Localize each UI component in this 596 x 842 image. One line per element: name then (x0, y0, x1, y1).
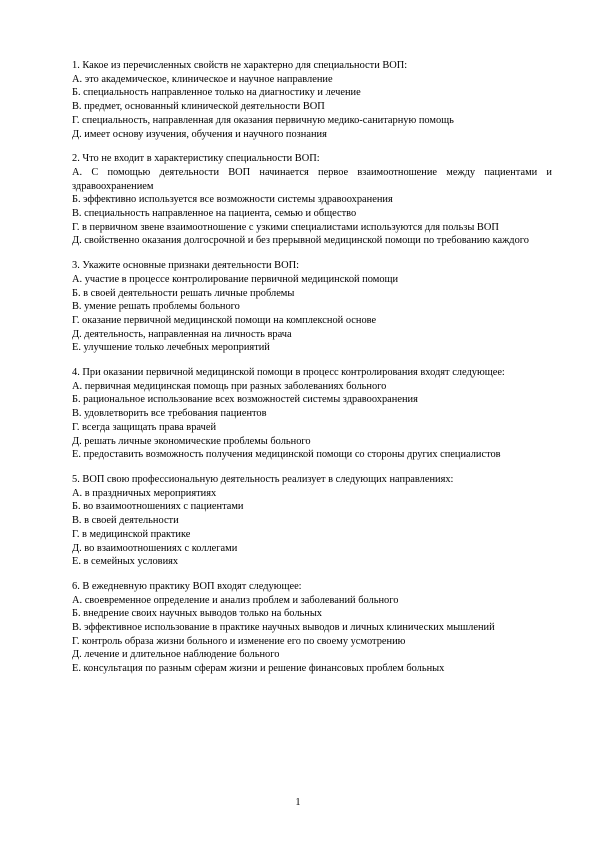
question-3-option-a: А. участие в процессе контролирование первичной медицинской помощи (72, 273, 399, 285)
question-3-option-e: Д. деятельность, направленная на личность врача (72, 328, 292, 340)
question-5-option-a: А. в праздничных мероприятиях (72, 487, 217, 499)
question-4-option-e: Д. решать личные экономические проблемы больного (72, 435, 311, 447)
question-4-text: 4. При оказании первичной медицинской помощи в процесс контролирования входят следующее: (72, 367, 505, 379)
question-6-option-b: Б. внедрение своих научных выводов только на больных (72, 608, 323, 620)
question-2-text: 2. Что не входит в характеристику специальности ВОП: (72, 153, 320, 165)
question-5-option-f: Е. в семейных условиях (72, 556, 179, 568)
question-6 (72, 580, 552, 676)
question-6-option-f: Е. консультация по разным сферам жизни и решение финансовых проблем больных (72, 663, 445, 675)
question-3-option-c: В. умение решать проблемы больного (72, 301, 240, 313)
question-6-text: 6. В ежедневную практику ВОП входят следующее: (72, 580, 302, 592)
question-3-option-d: Г. оказание первичной медицинской помощи на комплексной основе (72, 314, 377, 326)
question-2-option-c: В. специальность направленное на пациента, семью и общество (72, 208, 357, 220)
question-1-option-b: Б. специальность направленное только на диагностику и лечение (72, 87, 361, 99)
question-4-option-c: В. удовлетворить все требования пациентов (72, 408, 267, 420)
question-5 (72, 473, 552, 569)
question-1-option-c: В. предмет, основанный клинической деятельности ВОП (72, 101, 325, 113)
question-1-option-e: Д. имеет основу изучения, обучения и научного познания (72, 128, 327, 140)
document-page (72, 59, 552, 687)
question-4-option-a: А. первичная медицинская помощь при разных заболеваниях больного (72, 380, 387, 392)
question-4-option-f: Е. предоставить возможность получения медицинской помощи со стороны других специалистов (72, 449, 501, 461)
question-6-option-c: В. эффективное использование в практике научных выводов и личных клинических мышлений (72, 622, 495, 634)
question-5-option-e: Д. во взаимоотношениях с коллегами (72, 542, 238, 554)
question-1-option-d: Г. специальность, направленная для оказания первичную медико-санитарную помощь (72, 114, 454, 126)
question-2-option-e: Д. свойственно оказания долгосрочной и без прерывной медицинской помощи по требованию каждого (72, 235, 529, 247)
question-2-option-a: А. С помощью деятельности ВОП начинается первое взаимоотношение между пациентами и здравоохранением (72, 166, 552, 192)
question-5-option-d: Г. в медицинской практике (72, 528, 191, 540)
question-2 (72, 152, 552, 248)
question-2-option-b: Б. эффективно используется все возможности системы здравоохранения (72, 194, 393, 206)
question-1-option-a: А. это академическое, клиническое и научное направление (72, 73, 333, 85)
question-4 (72, 366, 552, 462)
question-6-option-a: А. своевременное определение и анализ проблем и заболеваний больного (72, 594, 399, 606)
question-1-text: 1. Какое из перечисленных свойств не характерно для специальности ВОП: (72, 60, 408, 71)
question-6-option-d: Г. контроль образа жизни больного и изменение его по своему усмотрению (72, 635, 406, 647)
question-5-option-b: Б. во взаимоотношениях с пациентами (72, 501, 244, 513)
question-5-text: 5. ВОП свою профессиональную деятельность реализует в следующих направлениях: (72, 473, 454, 485)
question-6-option-e: Д. лечение и длительное наблюдение больного (72, 649, 280, 661)
question-3 (72, 259, 552, 355)
question-3-option-f: Е. улучшение только лечебных мероприятий (72, 342, 270, 354)
question-5-option-c: В. в своей деятельности (72, 515, 179, 527)
question-1 (72, 59, 552, 141)
question-2-option-d: Г. в первичном звене взаимоотношение с узкими специалистами используются для пользы ВОП (72, 221, 499, 233)
question-3-text: 3. Укажите основные признаки деятельности ВОП: (72, 260, 300, 272)
page-number: 1 (295, 797, 301, 808)
question-4-option-b: Б. рациональное использование всех возможностей системы здравоохранения (72, 394, 418, 406)
question-4-option-d: Г. всегда защищать права врачей (72, 421, 217, 433)
question-3-option-b: Б. в своей деятельности решать личные проблемы (72, 287, 295, 299)
